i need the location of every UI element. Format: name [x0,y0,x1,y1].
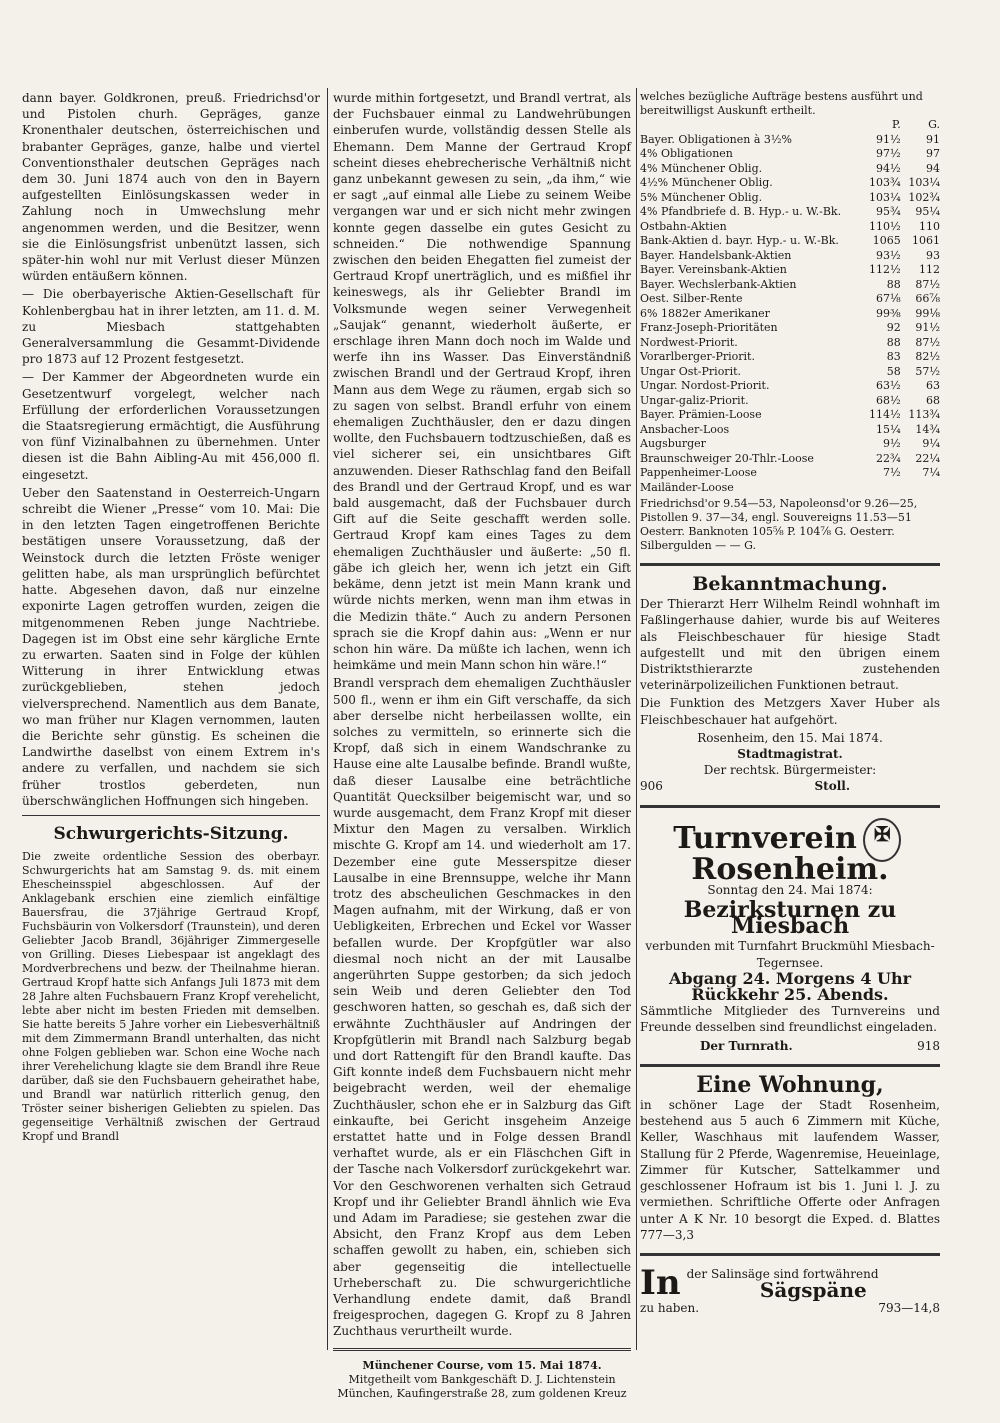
stock-g: 112 [919,263,940,276]
table-row [640,220,940,235]
paragraph: Ueber den Saatenstand in Oesterreich-Ungarn schreibt die Wiener „Presse“ vom 10. Mai: Die in den letzten Tagen eingetroffenen Berichte bestätigen unsere Voraussetzung, daß der Weinstock durch die letzten Fröste weniger gelitten habe, als man ursprünglich befürchtet hatte. Abgesehen davon, daß nur einzelne exponirte Lagen getroffen wurden, zeigen die mitgenommenen Reben junge Nachtriebe. Dagegen ist im Obst eine sehr kärgliche Ernte zu erwarten. Saaten sind in Folge der kühlen Witterung in ihrer Entwicklung etwas zurückgeblieben, stehen jedoch vielversprechend. Namentlich aus dem Banate, wo man früher nur Klagen vernommen, lauten die Berichte sehr günstig. Es scheinen die Landwirthe daselbst von einem Extrem in's andere zu verfallen, und nachdem sie sich früher trostlos geberdeten, nun überschwänglichen Hoffnungen sich hingeben. [22,485,320,808]
stock-g: 87½ [915,277,940,291]
table-row [640,452,940,467]
ad-signature: Stoll. [814,779,850,794]
paragraph: Die zweite ordentliche Session des oberbayr. Schwurgerichts hat am Samstag 9. ds. mit einem Ehescheinsspiel abgeschlossen. Auf der Anklagebank erschien eine ziemlich einfältige Bauersfrau, die 37jährige Gertraud Kropf, Fuchsbäurin von Volkersdorf (Traunstein), und deren Geliebter Jacob Brandl, 36jähriger Zimmergeselle von Grilling. Dieses Liebespaar ist angeklagt des Mordverbrechens und bezw. der Theilnahme hieran. Gertraud Kropf hatte sich Anfangs Juli 1873 mit dem 28 Jahre alten Fuchsbauern Franz Kropf verehelicht, lebte aber nicht im besten Frieden mit demselben. Sie hatte bereits 5 Jahre vorher ein Liebesverhältniß mit dem Zimmermann Brandl unterhalten, das nicht ohne Folgen geblieben war. Schon eine Woche nach ihrer Verehelichung klagte sie dem Brandl ihre Reue darüber, daß sie den Fuchsbauern geheirathet habe, und Brandl war natürlich ritterlich genug, den Tröster seiner bisherigen Geliebten zu spielen. Das gegenseitige Verhältniß zwischen der Gertraud Kropf und Brandl [22,850,320,1144]
stock-p: 99⅜ [876,306,901,320]
paragraph: dann bayer. Goldkronen, preuß. Friedrichsd'or und Pistolen churh. Gepräges, ganze Kronenthaler deutschen, österreichischen und brabanter Gepräges, ganze, halbe und viertel Conventionsthaler deutschen Gepräges nach dem 30. Juni 1874 auch von den in Bayern aufgestellten Einlösungskassen weder in Zahlung noch in Umwechslung mehr angenommen werden, und die Besitzer, wenn sie die Einlösungsfrist unbenützt lassen, sich später-hin wohl nur mit Verlust dieser Münzen würden entäußern können. [22,91,320,284]
stock-g: 99⅛ [915,306,940,320]
stock-p: 9½ [883,437,901,450]
stock-g: 9¼ [922,437,940,450]
stock-name: Ostbahn-Aktien [640,219,727,233]
stock-p: 114½ [869,408,901,421]
stock-name: Augsburger [640,437,706,450]
course-text: Mitgetheilt vom Bankgeschäft D. J. Lichtenstein München, Kaufingerstraße 28, zum goldenen Kreuz [337,1372,627,1400]
ad-big-letter: In [640,1262,681,1303]
stock-g: 110 [919,219,940,233]
divider [640,563,940,566]
stock-name: 4% Münchener Oblig. [640,161,763,175]
paragraph: Brandl versprach dem ehemaligen Zuchthäusler 500 fl., wenn er ihm ein Gift verschaffe, da sich aber derselbe nicht herbeilassen wollte, ein solches zu vermitteln, so erinnerte sich die Kropf, daß sich in einem Wandschranke zu Hause eine alte Lausalbe befinde. Brandl wußte, daß dieser Lausalbe eine beträchtliche Quantität Quecksilber beigemischt war, und so wurde ausgemacht, dem Franz Kropf mit dieser Mixtur den Magen zu versalben. Wirklich mischte G. Kropf am 14. und wiederholt am 17. Dezember eine gute Messerspitze dieser Lausalbe in eine Brennsuppe, welche ihr Mann trotz des abscheulichen Geschmackes in den Magen aufnahm, mit der Wirkung, daß er von Uebligkeiten, Erbrechen und Eckel vor Wasser befallen wurde. Der Kropfgütler war also diesmal noch nicht an der mit Lausalbe angerührten Suppe gestorben; da sich jedoch sein Weib und deren Geliebter den Tod geschworen hatten, so geschah es, daß sich der erwähnte Zuchthäusler auf Andringen der Kropfgütlerin mit Brandl nach Salzburg begab und dort Rattengift für den Brandl kaufte. Das Gift konnte indeß dem Fuchsbauern nicht mehr beigebracht werden, weil der ehemalige Zuchthäusler, schon ehe er in Salzburg das Gift einkaufte, bei Gericht insgeheim Anzeige erstattet hatte und in Folge dessen Brandl verhaftet wurde, als er ein Fläschchen Gift in der Tasche nach Volkersdorf zurückgekehrt war. Vor den Geschworenen verhalten sich Getraud Kropf und ihr Geliebter Brandl ähnlich wie Eva und Adam im Paradiese; sie gestehen zwar die Absicht, den Franz Kropf aus dem Leben schaffen gewollt zu haben, ein, schieben sich aber gegenseitig die intellectuelle Urheberschaft zu. Die schwurgerichtliche Verhandlung endete damit, daß Brandl freigesprochen, dagegen G. Kropf zu 8 Jahren Zuchthaus verurtheilt wurde. [333,676,631,1339]
table-header [640,118,940,133]
stock-p: 68½ [876,393,901,407]
table-row [640,321,940,336]
table-row [640,350,940,365]
stock-name: 4% Obligationen [640,147,733,160]
stock-name: 4½% Münchener Oblig. [640,176,773,189]
stock-p: 88 [886,335,901,349]
table-row [640,408,940,423]
turnverein-header [640,818,940,887]
divider [22,815,320,816]
stock-g: 1061 [912,234,940,247]
stock-p: 97½ [876,147,901,160]
stock-p: 103¾ [869,176,901,189]
stock-p: 63½ [876,379,901,392]
ad-return: Rückkehr 25. Abends. [691,985,889,1005]
stock-p: 83 [886,350,901,363]
table-row [640,263,940,278]
column-rule [327,88,328,1350]
stock-name: 6% 1882er Amerikaner [640,306,770,320]
stock-g [901,481,940,496]
stock-name: Braunschweiger 20-Thlr.-Loose [640,451,814,465]
stock-name: Ungar. Nordost-Priorit. [640,379,770,392]
stock-p: 110½ [869,219,901,233]
ad-via: verbunden mit Turnfahrt Bruckmühl Miesbach-Tegernsee. [645,939,935,970]
table-row [640,336,940,351]
divider [640,1064,940,1067]
paragraph: wurde mithin fortgesetzt, und Brandl vertrat, als der Fuchsbauer einmal zu Landwehrübungen einberufen wurde, vollständig dessen Stelle als Ehemann. Dem Manne der Gertraud Kropf scheint dieses ehebrecherische Verhältniß nicht ganz unbekannt gewesen zu sein, „da ihm,“ wie er sagt „auf einmal alle Liebe zu seinem Weibe vergangen war und er sich nicht mehr zwingen konnte gegen dasselbe ein gutes Gesicht zu schneiden.“ Die nothwendige Spannung zwischen den beiden Ehegatten fiel zumeist der Gertraud Kropf unerträglich, und es mißfiel ihr keineswegs, als ihr Geliebter Brandl im Volksmunde wegen seiner Verwegenheit „Saujak“ genannt, wiederholt äußerte, er erschlage ihren Mann doch noch im Walde und werfe ihn ins Wasser. Das Einverständniß zwischen Brandl und der Gertraud Kropf, ihren Mann aus dem Wege zu räumen, ergab sich so zu sagen von selbst. Brandl erfuhr von einem ehemaligen Zuchthäusler, den er dazu dingen wollte, den Fuchsbauern todtzuschießen, daß es viel sicherer sei, ein unsichtbares Gift anzuwenden. Dieser Rathschlag fand den Beifall des Brandl und der Gertraud Kropf, und es war bald ausgemacht, daß der Fuchsbauer durch Gift auf die Seite geschafft werden solle. Gertraud Kropf kam eines Tages zu dem ehemaligen Zuchthäusler und äußerte: „50 fl. gäbe ich gleich her, wenn ich jetzt ein Gift bekäme, denn jetzt ist mein Mann krank und würde nichts merken, wenn man ihm etwas in die Medizin thäte.“ Auch zu andern Personen sprach sie die Kropf dahin aus: „Wenn er nur schon hin wäre. Da müßte ich lachen, wenn ich heimkäme und mein Mann schon hin wäre.!“ [333,91,632,673]
ad-big-text: Sägspäne [759,1278,867,1303]
stock-name: Franz-Joseph-Prioritäten [640,321,778,334]
column-rule [636,88,637,1350]
ad-authority: Stadtmagistrat. [737,747,843,762]
stock-g: 87½ [915,335,940,349]
stocks-intro: welches bezügliche Aufträge bestens ausführt und bereitwilligst Auskunft ertheilt. [640,90,923,117]
stock-name: Bayer. Vereinsbank-Aktien [640,263,787,276]
stock-name: Bank-Aktien d. bayr. Hyp.- u. W.-Bk. [640,234,839,247]
stock-p: 22¾ [876,451,901,465]
stock-g: 57½ [915,364,940,378]
stock-p: 112½ [869,263,901,276]
ad-saegspaene [640,1262,940,1303]
stock-g: 95¼ [915,205,940,218]
stock-p: 92 [886,321,901,334]
stocks-table [640,118,940,495]
section-heading: Schwurgerichts-Sitzung. [53,823,289,844]
ad-text: Der Thierarzt Herr Wilhelm Reindl wohnhaft im Faßlingerhause dahier, wurde bis auf Weiteres als Fleischbeschauer für hiesige Stadt aufgestellt und mit den übrigen einem Distriktsthierarzte zustehenden veterinärpolizeilichen Funktionen betraut. [640,597,940,693]
stock-p: 58 [886,364,901,378]
ad-end-row [640,1300,940,1316]
divider [640,1253,940,1256]
ad-departure: Abgang 24. Morgens 4 Uhr [668,968,912,988]
stock-p: 1065 [872,234,901,247]
stock-name: Ansbacher-Loos [640,422,730,436]
currency-text: Friedrichsd'or 9.54—53, Napoleonsd'or 9.26—25, Pistollen 9. 37—34, engl. Souvereigns 11.53—51 Oesterr. Banknoten 105⅝ P. 104⅞ G. Oesterr. Silbergulden — — G. [640,497,918,552]
course-title: Münchener Course, vom 15. Mai 1874. [362,1358,602,1372]
table-row [640,423,940,438]
stock-name: Nordwest-Priorit. [640,335,738,349]
stock-g: 102¾ [908,190,940,204]
stock-name: Ungar-galiz-Priorit. [640,393,749,407]
stock-g: 66⅞ [915,292,940,305]
stock-g: 7¼ [922,466,940,479]
stock-p: 15¼ [876,422,901,436]
table-row [640,278,940,293]
stock-p: 88 [886,277,901,291]
divider [333,1348,631,1351]
ad-place: Rosenheim, den 15. Mai 1874. [697,730,883,745]
stock-p: 103¼ [869,190,901,204]
ad-number: 793—14,8 [878,1300,940,1315]
ad-number: 918 [917,1038,940,1053]
ad-title: Eine Wohnung, [696,1071,884,1098]
column-1 [22,90,320,1146]
ad-mayor: Der rechtsk. Bürgermeister: [703,763,877,778]
ad-sign: Der Turnrath. [700,1038,793,1053]
stock-name: Pappenheimer-Loose [640,466,757,479]
table-row [640,394,940,409]
ad-date: Sonntag den 24. Mai 1874: [707,882,873,897]
stock-g: 103¼ [908,176,940,189]
table-row [640,437,940,452]
table-row [640,176,940,191]
stock-name: Vorarlberger-Priorit. [640,350,755,363]
turnverein-right: Rosenheim. [691,851,889,887]
stock-g: 68 [926,393,940,407]
table-row [640,481,940,496]
paragraph: — Der Kammer der Abgeordneten wurde ein Gesetzentwurf vorgelegt, welcher nach Erfüllung der erforderlichen Voraussetzungen die Staatsregierung ermächtigt, die Ausführung von fünf Vizinalbahnen zu übernehmen. Unter diesen ist die Bahn Aibling-Au mit 456,000 fl. eingesetzt. [22,370,320,482]
stock-p: 91½ [876,132,901,146]
stock-name: Ungar Ost-Priorit. [640,364,742,378]
stock-g: 14¾ [915,422,940,436]
stock-g: 63 [926,379,940,392]
table-row [640,234,940,249]
table-row [640,147,940,162]
stock-p [861,481,900,496]
ad-event: Bezirksturnen zu Miesbach [683,897,897,940]
stock-g: 93 [926,248,940,262]
ad-number: 906 [640,779,663,794]
table-row [640,379,940,394]
column-3 [640,90,940,1316]
stock-p: 94½ [876,161,901,175]
stock-g: 94 [926,161,940,175]
ad-line: der Salinsäge sind fortwährend [686,1266,879,1281]
stock-name: Bayer. Prämien-Loose [640,408,762,421]
stock-p: 67⅛ [876,292,901,305]
stock-g: 82½ [915,350,940,363]
emblem-icon: ✠ [863,818,901,862]
stock-name: 4% Pfandbriefe d. B. Hyp.- u. W.-Bk. [640,205,842,218]
stock-g: 91½ [915,321,940,334]
table-row [640,133,940,148]
table-row [640,466,940,481]
ad-sign-row [640,1038,940,1054]
stock-p: 93½ [876,248,901,262]
stock-name: Oest. Silber-Rente [640,292,743,305]
ad-text: in schöner Lage der Stadt Rosenheim, bestehend aus 5 auch 6 Zimmern mit Küche, Keller, Waschhaus mit laufendem Wasser, Stallung für 2 Pferde, Wagenremise, Heueinlage, Zimmer für Kutscher, Sattelkammer und geschlossener Hofraum ist bis 1. Juni l. J. zu vermiethen. Schriftliche Offerte oder Anfragen unter A K Nr. 10 besorgt die Exped. d. Blattes 777—3,3 [640,1098,940,1242]
column-2 [333,90,631,1401]
stock-name: Bayer. Handelsbank-Aktien [640,248,792,262]
stock-name: 5% Münchener Oblig. [640,190,763,204]
stock-g: 91 [926,132,940,146]
table-row [640,249,940,264]
ad-text: Sämmtliche Mitglieder des Turnvereins und Freunde desselben sind freundlichst eingeladen. [640,1004,940,1035]
table-row [640,191,940,206]
divider [640,805,940,808]
stock-name: Bayer. Wechslerbank-Aktien [640,277,797,291]
header-p: P. [892,118,901,131]
table-row [640,365,940,380]
stock-name: Bayer. Obligationen à 3½% [640,132,793,146]
stock-g: 22¼ [915,451,940,465]
header-g: G. [928,118,940,131]
turnverein-left: Turnverein [673,820,857,856]
stock-p: 7½ [883,466,901,479]
table-row [640,292,940,307]
stock-g: 97 [926,147,940,160]
ad-end: zu haben. [640,1300,700,1315]
ad-signature-row [640,778,940,794]
table-row [640,162,940,177]
stock-name: Mailänder-Loose [640,480,734,494]
ad-text: Die Funktion des Metzgers Xaver Huber als Fleischbeschauer hat aufgehört. [640,696,940,727]
stock-g: 113¾ [908,408,940,421]
stock-p: 95¾ [876,205,901,218]
ad-title: Bekanntmachung. [692,573,888,595]
table-row [640,307,940,322]
table-row [640,205,940,220]
paragraph: — Die oberbayerische Aktien-Gesellschaft für Kohlenbergbau hat in ihrer letzten, am 11. d. M. zu Miesbach stattgehabten Generalversammlung die Gesammt-Dividende pro 1873 auf 12 Prozent festgesetzt. [22,287,320,367]
